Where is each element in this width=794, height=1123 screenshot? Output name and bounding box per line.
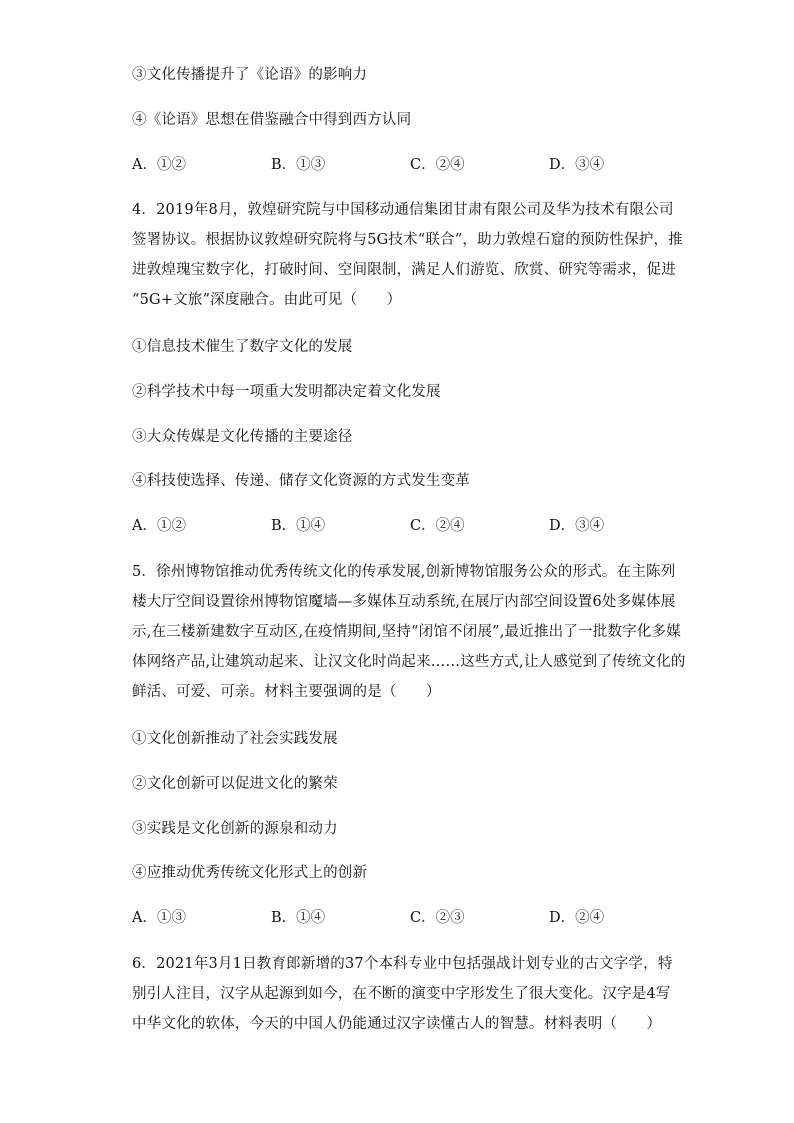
q4-stem-line-3: 进敦煌瑰宝数字化，打破时间、空间限制，满足人们游览、欣赏、研究等需求，促进 — [132, 262, 676, 278]
q4-stem-line-1: 4．2019年8月，敦煌研究院与中国移动通信集团甘肃有限公司及华为技术有限公司 — [132, 202, 674, 218]
q5-option-a: A．①③ — [132, 910, 186, 926]
q3-option-d: D．③④ — [549, 157, 605, 173]
q5-option-d: D．②④ — [549, 910, 605, 926]
q4-stem-line-4: “5G+文旅”深度融合。由此可见（ ） — [132, 292, 402, 308]
q3-option-a: A．①② — [132, 157, 186, 173]
q5-item-2: ②文化创新可以促进文化的繁荣 — [132, 776, 338, 792]
q3-option-b: B．①③ — [271, 157, 326, 173]
q5-stem-line-3: 示,在三楼新建数字互动区,在疫情期间,坚持“闭馆不闭展”,最近推出了一批数字化多媒 — [132, 624, 681, 640]
q6-stem-line-2: 别引人注目，汉字从起源到如今，在不断的演变中字形发生了很大变化。汉字是4写 — [132, 986, 671, 1002]
q4-option-b: B．①④ — [271, 518, 326, 534]
q5-item-4: ④应推动优秀传统文化形式上的创新 — [132, 865, 368, 881]
q5-stem-line-4: 体网络产品,让建筑动起来、让汉文化时尚起来……这些方式,让人感觉到了传统文化的 — [132, 654, 686, 670]
q5-stem-line-1: 5．徐州博物馆推动优秀传统文化的传承发展,创新博物馆服务公众的形式。在主陈列 — [132, 564, 676, 580]
q4-item-3: ③大众传媒是文化传播的主要途径 — [132, 429, 353, 445]
q4-item-2: ②科学技术中每一项重大发明都决定着文化发展 — [132, 384, 441, 400]
q5-stem-line-5: 鲜活、可爱、可亲。材料主要强调的是（ ） — [132, 684, 441, 700]
q3-option-c: C．②④ — [410, 157, 465, 173]
q5-option-b: B．①④ — [271, 910, 326, 926]
q4-option-a: A．①② — [132, 518, 186, 534]
q4-item-1: ①信息技术催生了数字文化的发展 — [132, 339, 353, 355]
q4-option-d: D．③④ — [549, 518, 605, 534]
q4-option-c: C．②④ — [410, 518, 465, 534]
q4-stem-line-2: 签署协议。根据协议敦煌研究院将与5G技术“联合”，助力敦煌石窟的预防性保护，推 — [132, 232, 683, 248]
q3-item-3: ③文化传播提升了《论语》的影响力 — [132, 67, 368, 83]
q3-item-4: ④《论语》思想在借鉴融合中得到西方认同 — [132, 112, 412, 128]
q5-stem-line-2: 楼大厅空间设置徐州博物馆魔墙—多媒体互动系统,在展厅内部空间设置6处多媒体展 — [132, 594, 676, 610]
q6-stem-line-3: 中华文化的软体，今天的中国人仍能通过汉字读懂古人的智慧。材料表明（ ） — [132, 1016, 662, 1032]
q5-item-3: ③实践是文化创新的源泉和动力 — [132, 821, 338, 837]
q6-stem-line-1: 6．2021年3月1日教育郎新增的37个本科专业中包括强战计划专业的古文字学，特 — [132, 956, 673, 972]
q4-item-4: ④科技使选择、传递、储存文化资源的方式发生变革 — [132, 473, 471, 489]
q5-option-c: C．②③ — [410, 910, 465, 926]
q5-item-1: ①文化创新推动了社会实践发展 — [132, 731, 338, 747]
